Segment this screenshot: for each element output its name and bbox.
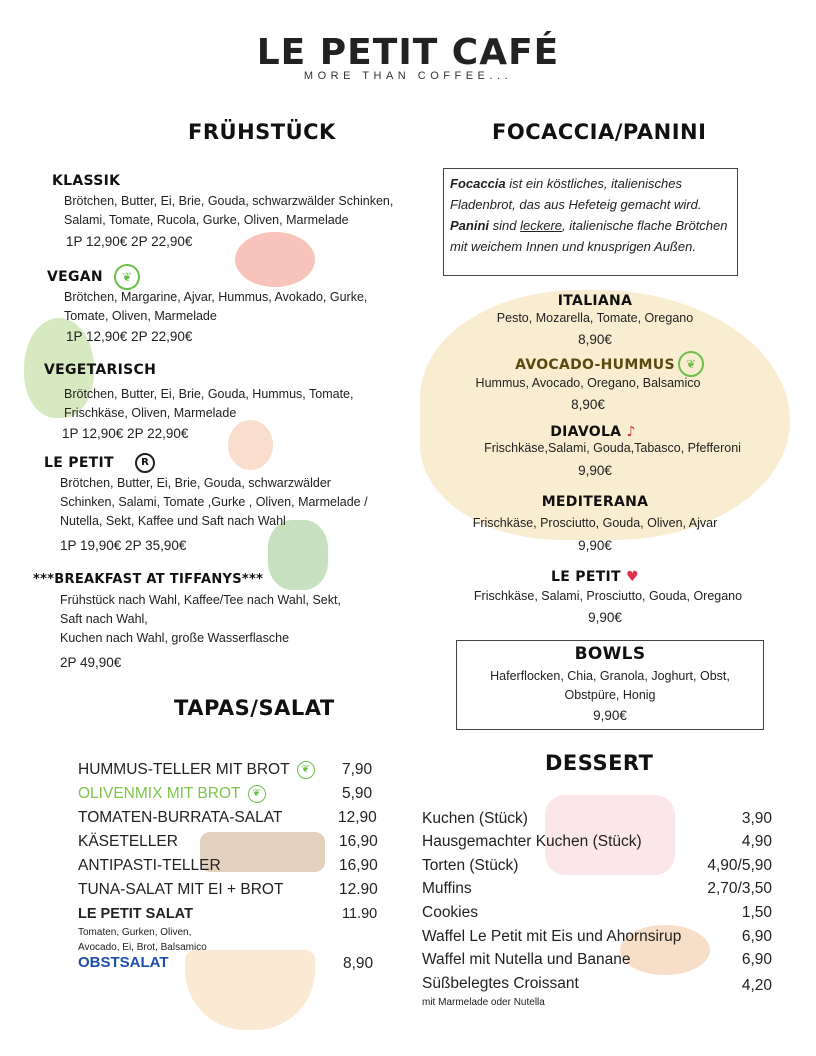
focaccia-item-price: 9,90€ [578, 463, 612, 478]
focaccia-item-name: LE PETIT ♥ [551, 569, 639, 585]
dessert-price: 4,90 [741, 833, 772, 850]
focaccia-item-name: DIAVOLA ♪ [550, 424, 636, 440]
dessert-price: 6,90 [741, 928, 772, 945]
tomato-illustration [235, 232, 315, 287]
bowls-desc: Haferflocken, Chia, Granola, Joghurt, Obst, Obstpüre, Honig [490, 669, 730, 702]
focaccia-item-name: ITALIANA [557, 293, 633, 309]
breakfast-item-desc: Frühstück nach Wahl, Kaffee/Tee nach Wahl, Sekt, Saft nach Wahl, Kuchen nach Wahl, große Wasserflasche [60, 593, 341, 645]
bowls-box [456, 640, 764, 730]
section-heading-focaccia: FOCACCIA/PANINI [492, 120, 707, 144]
breakfast-item-price: 1P 12,90€ 2P 22,90€ [66, 329, 193, 344]
fruit-bowl-illustration [185, 950, 315, 1030]
breakfast-item-price: 2P 49,90€ [60, 655, 122, 670]
tapas-item: ANTIPASTI-TELLER [78, 857, 221, 874]
dessert-item: Muffins [422, 880, 472, 897]
breakfast-item-name: ***BREAKFAST AT TIFFANYS*** [33, 572, 264, 587]
dessert-item: Cookies [422, 904, 478, 921]
dessert-item: Waffel mit Nutella und Banane [422, 951, 631, 968]
tapas-item-desc: Tomaten, Gurken, Oliven, Avocado, Ei, Brot, Balsamico [78, 927, 207, 953]
dessert-price: 4,90/5,90 [707, 857, 772, 874]
tapas-item: KÄSETELLER [78, 833, 178, 850]
focaccia-item-desc: Hummus, Avocado, Oregano, Balsamico [475, 376, 701, 390]
breakfast-item-desc: Brötchen, Butter, Ei, Brie, Gouda, Hummus, Tomate, Frischkäse, Oliven, Marmelade [64, 387, 354, 420]
tapas-price: 8,90 [343, 955, 374, 972]
page-title: LE PETIT CAFÉ [256, 32, 560, 73]
focaccia-intro-box: Focaccia ist ein köstliches, italienisches Fladenbrot, das aus Hefeteig gemacht wird. Panini sind leckere, italienische flache Brötchen mit weichem Innen und knusprigen Außen. [443, 168, 738, 276]
focaccia-item-price: 9,90€ [588, 610, 622, 625]
tapas-price: 16,90 [339, 857, 378, 874]
tapas-price: 5,90 [342, 785, 373, 802]
breakfast-item-name: VEGETARISCH [44, 362, 157, 378]
breakfast-item-name: VEGAN ❦ [47, 264, 140, 290]
leaf-icon: ❦ [248, 785, 266, 803]
tapas-item: TUNA-SALAT MIT EI + BROT [78, 881, 284, 898]
leaf-icon: ❦ [114, 264, 140, 290]
focaccia-item-desc: Frischkäse,Salami, Gouda,Tabasco, Pfefferoni [484, 441, 741, 455]
chili-icon: ♪ [626, 424, 636, 440]
focaccia-item-desc: Pesto, Mozarella, Tomate, Oregano [496, 311, 694, 325]
bowls-price: 9,90€ [593, 708, 627, 723]
dessert-price: 1,50 [741, 904, 772, 921]
tapas-price: 12,90 [338, 809, 377, 826]
registered-icon: R [135, 453, 155, 473]
heart-icon: ♥ [626, 569, 639, 585]
tapas-item: OLIVENMIX MIT BROT ❦ [78, 785, 266, 803]
tapas-price: 7,90 [342, 761, 373, 778]
tapas-item: LE PETIT SALAT [78, 906, 193, 922]
focaccia-item-desc: Frischkäse, Salami, Prosciutto, Gouda, Oregano [473, 589, 743, 603]
dessert-item-desc: mit Marmelade oder Nutella [422, 997, 545, 1008]
tapas-price: 11.90 [342, 906, 378, 922]
breakfast-item-price: 1P 12,90€ 2P 22,90€ [62, 426, 189, 441]
focaccia-item-price: 8,90€ [578, 332, 612, 347]
focaccia-item-name: AVOCADO-HUMMUS [515, 357, 675, 373]
breakfast-item-desc: Brötchen, Margarine, Ajvar, Hummus, Avokado, Gurke, Tomate, Oliven, Marmelade [64, 290, 368, 323]
focaccia-item-name: MEDITERANA [541, 494, 649, 510]
dessert-item: Hausgemachter Kuchen (Stück) [422, 833, 642, 850]
tapas-price: 12.90 [339, 881, 378, 898]
egg-illustration [228, 420, 273, 470]
section-heading-tapas: TAPAS/SALAT [174, 696, 335, 720]
section-heading-dessert: DESSERT [545, 751, 654, 775]
focaccia-item-price: 9,90€ [578, 538, 612, 553]
tapas-item: TOMATEN-BURRATA-SALAT [78, 809, 283, 826]
dessert-item: Waffel Le Petit mit Eis und Ahornsirup [422, 928, 682, 945]
breakfast-item-desc: Brötchen, Butter, Ei, Brie, Gouda, schwarzwälder Schinken, Salami, Tomate ,Gurke , Oliven, Marmelade / Nutella, Sekt, Kaffee und Saft nach Wahl [60, 476, 368, 528]
focaccia-item-desc: Frischkäse, Prosciutto, Gouda, Oliven, Ajvar [472, 516, 718, 530]
dessert-item: Kuchen (Stück) [422, 810, 528, 827]
leaf-icon: ❦ [297, 761, 315, 779]
dessert-item: Torten (Stück) [422, 857, 519, 874]
page-subtitle: MORE THAN COFFEE... [303, 70, 513, 82]
dessert-price: 2,70/3,50 [707, 880, 772, 897]
breakfast-item-name: LE PETIT R [44, 453, 155, 473]
dessert-price: 3,90 [741, 810, 772, 827]
dessert-price: 4,20 [741, 977, 772, 994]
leaf-icon: ❦ [678, 351, 704, 377]
dessert-price: 6,90 [741, 951, 772, 968]
tapas-item: OBSTSALAT [78, 954, 169, 971]
breakfast-item-price: 1P 19,90€ 2P 35,90€ [60, 538, 187, 553]
dessert-item: Süßbelegtes Croissant [422, 975, 579, 992]
focaccia-item-price: 8,90€ [571, 397, 605, 412]
breakfast-item-price: 1P 12,90€ 2P 22,90€ [66, 234, 193, 249]
tapas-price: 16,90 [339, 833, 378, 850]
breakfast-item-name: KLASSIK [52, 173, 121, 189]
breakfast-item-desc: Brötchen, Butter, Ei, Brie, Gouda, schwarzwälder Schinken, Salami, Tomate, Rucola, Gurke, Oliven, Marmelade [64, 194, 394, 227]
section-heading-fruehstueck: FRÜHSTÜCK [188, 120, 336, 144]
bowls-heading: BOWLS [574, 644, 646, 664]
tapas-item: HUMMUS-TELLER MIT BROT ❦ [78, 761, 315, 779]
